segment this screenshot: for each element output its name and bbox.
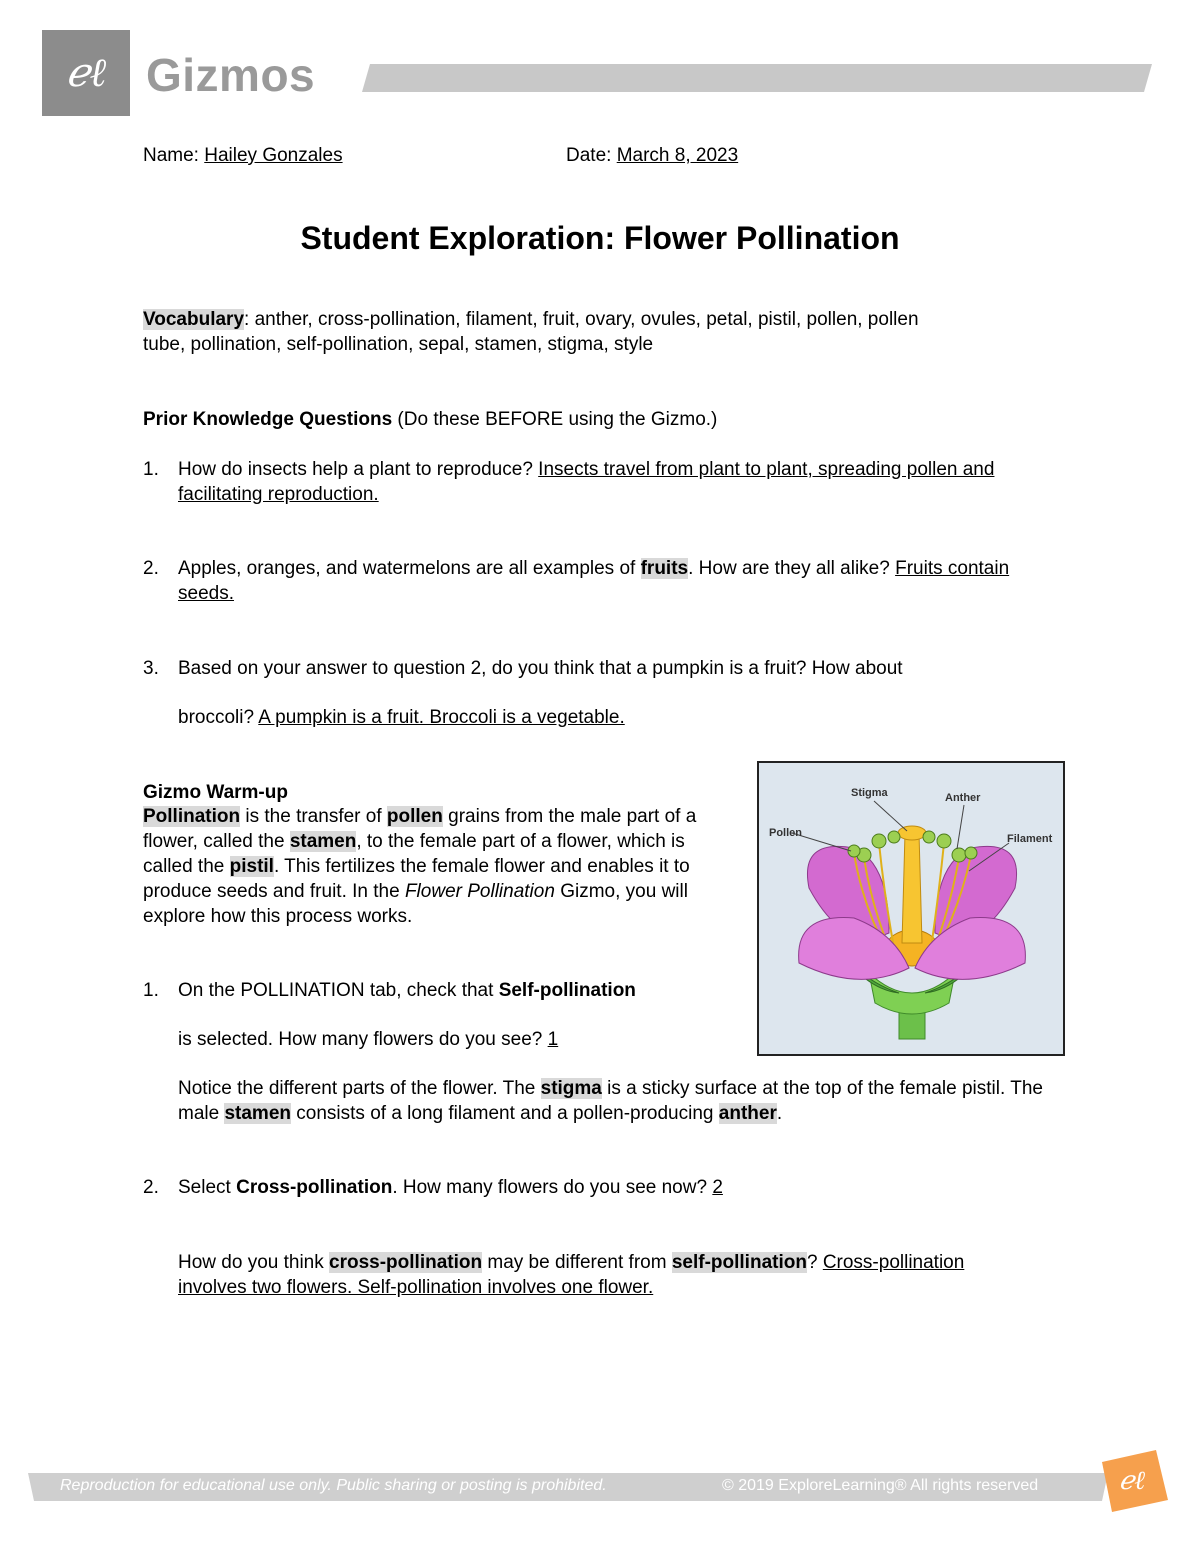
vocabulary-label: Vocabulary (143, 309, 245, 330)
term-pollen: pollen (386, 806, 443, 827)
flower-illustration (759, 763, 1063, 1054)
prior-knowledge-heading (143, 407, 717, 432)
wu-q1-answer: 1 (547, 1029, 559, 1050)
logo-glyph: ℯℓ (65, 50, 107, 96)
pk-q3-line2 (178, 705, 1058, 730)
pk-q1-number: 1. (143, 459, 159, 480)
gizmo-name: Flower Pollination (404, 881, 555, 902)
name-label: Name: (143, 145, 199, 166)
notice-text-b: is a sticky surface at the top of the female pistil. The male (178, 1078, 1043, 1124)
pk-q3-line1: Based on your answer to question 2, do you think that a pumpkin is a fruit? How about (178, 658, 903, 679)
flower-diagram (757, 761, 1065, 1056)
notice-text-c: consists of a long filament and a pollen-producing (291, 1103, 719, 1124)
notice-text-d: . (776, 1103, 783, 1124)
pk-q1-answer: Insects travel from plant to plant, spreading pollen and facilitating reproduction. (178, 459, 995, 505)
pk-q1 (178, 457, 1038, 507)
footer-notice: Reproduction for educational use only. Public sharing or posting is prohibited. (60, 1477, 607, 1494)
intro-text-1: is the transfer of (240, 806, 387, 827)
wu-q2-followup (178, 1250, 1038, 1300)
date-label: Date: (566, 145, 612, 166)
label-pollen: Pollen (769, 827, 803, 839)
vocabulary-terms-1: : anther, cross-pollination, filament, fruit, ovary, ovules, petal, pistil, pollen, pollen (244, 309, 919, 330)
wu-q1-number: 1. (143, 980, 159, 1001)
wu-q1-line1 (178, 978, 738, 1003)
wu-q2-number: 2. (143, 1177, 159, 1198)
term-pistil: pistil (229, 856, 274, 877)
logo-badge (42, 30, 130, 116)
follow-text-c: ? (806, 1252, 823, 1273)
footer-logo-glyph: ℯℓ (1118, 1466, 1146, 1496)
intro-text-3: , to the female part of a flower, which is called the (143, 831, 685, 877)
intro-text-4: . This fertilizes the female flower and enables it to produce seeds and fruit. In the (143, 856, 690, 902)
term-stigma: stigma (540, 1078, 602, 1099)
wu-q1-text-b: is selected. How many flowers do you see? (178, 1029, 548, 1050)
term-cross-pollination: cross-pollination (329, 1252, 483, 1273)
wu-q2-text-b: . How many flowers do you see now? (392, 1177, 713, 1198)
label-anther: Anther (945, 792, 981, 804)
wu-q2-follow-answer: Cross-pollination involves two flowers. Self-pollination involves one flower. (178, 1252, 965, 1298)
term-anther: anther (718, 1103, 777, 1124)
wu-q2-cross-pollination: Cross-pollination (236, 1177, 393, 1198)
date-line (566, 143, 738, 168)
date-value: March 8, 2023 (616, 145, 739, 166)
pk-q2-text-a: Apples, oranges, and watermelons are all examples of (178, 558, 641, 579)
pk-q1-text: How do insects help a plant to reproduce? (178, 459, 539, 480)
wu-q1-notice (178, 1076, 1048, 1126)
pk-q2-number: 2. (143, 558, 159, 579)
pk-q3-number: 3. (143, 658, 159, 679)
follow-text-a: How do you think (178, 1252, 330, 1273)
wu-q2-text-a: Select (178, 1177, 237, 1198)
pk-q2-answer: Fruits contain seeds. (178, 558, 1010, 604)
page-title: Student Exploration: Flower Pollination (300, 220, 900, 256)
pk-q3-answer: A pumpkin is a fruit. Broccoli is a vegetable. (258, 707, 625, 728)
vocabulary-terms-2: tube, pollination, self-pollination, sepal, stamen, stigma, style (143, 334, 654, 355)
term-stamen: stamen (289, 831, 357, 852)
name-value: Hailey Gonzales (204, 145, 343, 166)
follow-text-b: may be different from (482, 1252, 672, 1273)
term-stamen-2: stamen (224, 1103, 291, 1124)
pk-q2 (178, 556, 1058, 606)
prior-knowledge-title: Prior Knowledge Questions (143, 409, 393, 430)
warmup-heading: Gizmo Warm-up (143, 782, 288, 803)
footer-logo (1094, 1448, 1170, 1514)
wu-q2-line (178, 1175, 1058, 1200)
notice-text-a: Notice the different parts of the flower. The (178, 1078, 541, 1099)
term-self-pollination: self-pollination (671, 1252, 807, 1273)
wu-q1-text-a: On the POLLINATION tab, check that (178, 980, 499, 1001)
footer-copyright: © 2019 ExploreLearning® All rights reserved (722, 1477, 1039, 1494)
pk-q3-text: broccoli? (178, 707, 259, 728)
pk-q2-term: fruits (640, 558, 689, 579)
warmup-intro (143, 804, 715, 929)
vocabulary (143, 307, 1043, 357)
intro-text-2: grains from the male part of a flower, called the (143, 806, 697, 852)
header-bar (362, 64, 1152, 92)
label-filament: Filament (1007, 833, 1053, 845)
wu-q1-self-pollination: Self-pollination (498, 980, 636, 1001)
name-line (143, 143, 343, 168)
wu-q2-answer: 2 (712, 1177, 723, 1198)
pk-q2-text-b: . How are they all alike? (688, 558, 896, 579)
term-pollination: Pollination (143, 806, 241, 827)
brand-name: Gizmos (146, 49, 316, 101)
wu-q1-line2 (178, 1027, 738, 1052)
label-stigma: Stigma (851, 787, 888, 799)
intro-text-5: Gizmo, you will explore how this process works. (143, 881, 688, 927)
prior-knowledge-note: (Do these BEFORE using the Gizmo.) (392, 409, 718, 430)
